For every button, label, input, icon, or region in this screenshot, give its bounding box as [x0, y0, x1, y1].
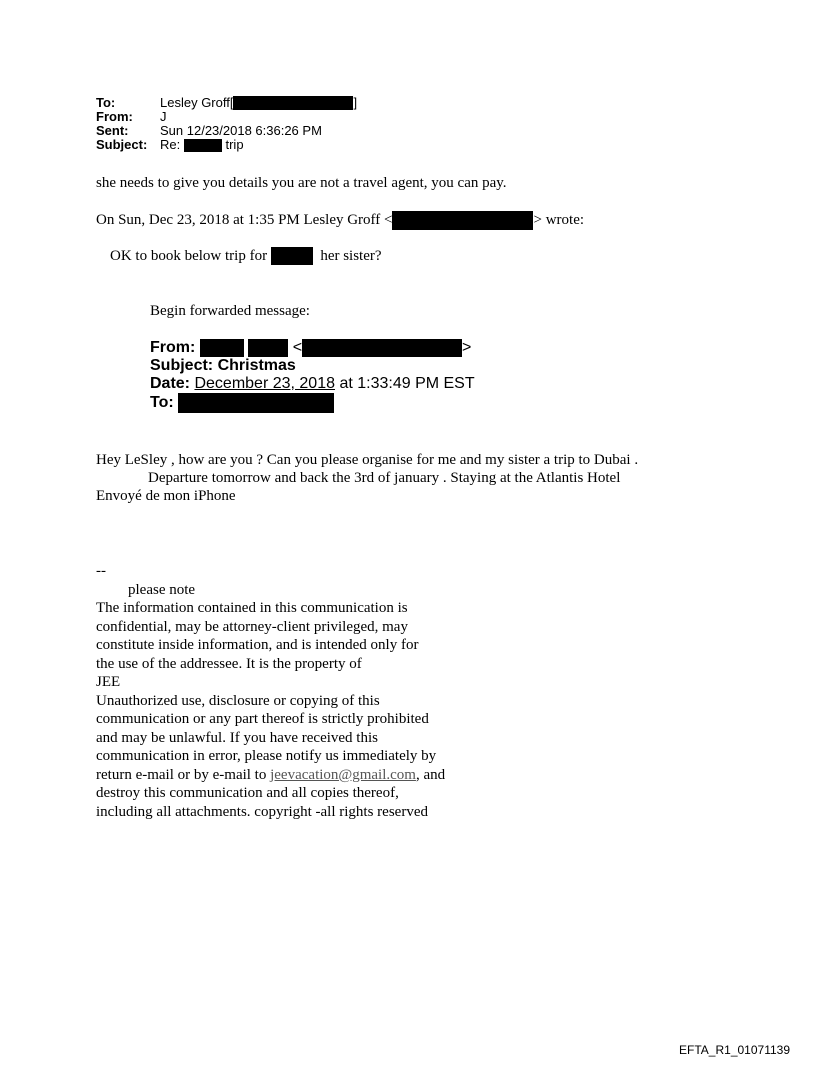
disclaimer-line: constitute inside information, and is intended only for — [96, 637, 419, 653]
email-link[interactable]: jeevacation@gmail.com — [270, 766, 416, 783]
email-header — [96, 96, 357, 152]
fwd-from-lt: < — [292, 339, 303, 356]
to-label: To: — [96, 95, 116, 110]
forward-intro: Begin forwarded message: — [150, 303, 310, 319]
fwd-date-row — [150, 375, 475, 393]
disclaimer-line: Unauthorized use, disclosure or copying of this — [96, 692, 380, 709]
quote-intro — [96, 211, 584, 230]
redaction-block — [233, 96, 353, 110]
subject-prefix: Re: — [160, 137, 181, 152]
header-sent-row — [96, 124, 357, 138]
from-value: J — [160, 109, 167, 124]
disclaimer-note: please note — [128, 581, 196, 598]
redaction-block — [200, 339, 244, 357]
sent-value: Sun 12/23/2018 6:36:26 PM — [160, 123, 322, 138]
redaction-block — [271, 247, 313, 265]
disclaimer-line: The information contained in this communication is — [96, 600, 408, 616]
fwd-date-label: Date: — [150, 375, 191, 392]
document-id: EFTA_R1_01071139 — [679, 1043, 790, 1057]
header-subject-row — [96, 138, 357, 152]
fwd-date-underlined: December 23, 2018 — [194, 375, 335, 392]
subject-suffix: trip — [225, 137, 244, 152]
disclaimer-line: JEE — [96, 674, 121, 690]
to-close: ] — [353, 95, 358, 110]
fwd-subject-label: Subject: — [150, 357, 214, 374]
redaction-block — [392, 211, 533, 230]
message-signature: Envoyé de mon iPhone — [96, 488, 236, 504]
quote-intro-after: > wrote: — [533, 212, 585, 228]
from-label: From: — [96, 109, 133, 124]
disclaimer — [96, 562, 516, 821]
quote-line-after: her sister? — [320, 247, 382, 264]
disclaimer-line: communication in error, please notify us immediately by — [96, 748, 437, 764]
disclaimer-dashes: -- — [96, 563, 106, 579]
disclaimer-line: communication or any part thereof is strictly prohibited — [96, 711, 429, 727]
redaction-block — [184, 139, 222, 152]
fwd-from-gt: > — [462, 339, 472, 356]
redaction-block — [248, 339, 288, 357]
sent-label: Sent: — [96, 123, 129, 138]
fwd-subject-row — [150, 357, 475, 375]
forwarded-message — [96, 451, 638, 505]
forwarded-header — [150, 339, 475, 413]
return-before: return e-mail or by e-mail to — [96, 766, 271, 783]
to-value: Lesley Groff[ — [160, 95, 234, 110]
disclaimer-line: including all attachments. copyright -all rights reserved — [96, 803, 428, 820]
redaction-block — [302, 339, 462, 357]
header-from-row — [96, 110, 357, 124]
disclaimer-line: the use of the addressee. It is the property of — [96, 655, 362, 672]
fwd-date-rest: at 1:33:49 PM EST — [335, 375, 475, 392]
message-line: Departure tomorrow and back the 3rd of january . Staying at the Atlantis Hotel — [148, 470, 621, 486]
fwd-from-row — [150, 339, 475, 357]
quote-intro-before: On Sun, Dec 23, 2018 at 1:35 PM Lesley Groff < — [96, 212, 393, 228]
subject-label: Subject: — [96, 137, 148, 152]
quote-line — [110, 247, 382, 265]
disclaimer-line: confidential, may be attorney-client privileged, may — [96, 618, 408, 635]
redaction-block — [178, 393, 334, 413]
disclaimer-line: destroy this communication and all copies thereof, — [96, 785, 399, 801]
header-to-row — [96, 96, 357, 110]
fwd-to-label: To: — [150, 394, 174, 411]
quote-line-before: OK to book below trip for — [110, 247, 268, 264]
return-after: , and — [415, 766, 446, 783]
fwd-from-label: From: — [150, 339, 196, 356]
disclaimer-line: and may be unlawful. If you have received this — [96, 729, 378, 746]
fwd-to-row — [150, 393, 475, 413]
message-line: Hey LeSley , how are you ? Can you please organise for me and my sister a trip to Dubai . — [96, 452, 639, 468]
reply-text: she needs to give you details you are not a travel agent, you can pay. — [96, 175, 507, 191]
disclaimer-line — [96, 766, 516, 785]
fwd-subject-value: Christmas — [217, 357, 296, 374]
